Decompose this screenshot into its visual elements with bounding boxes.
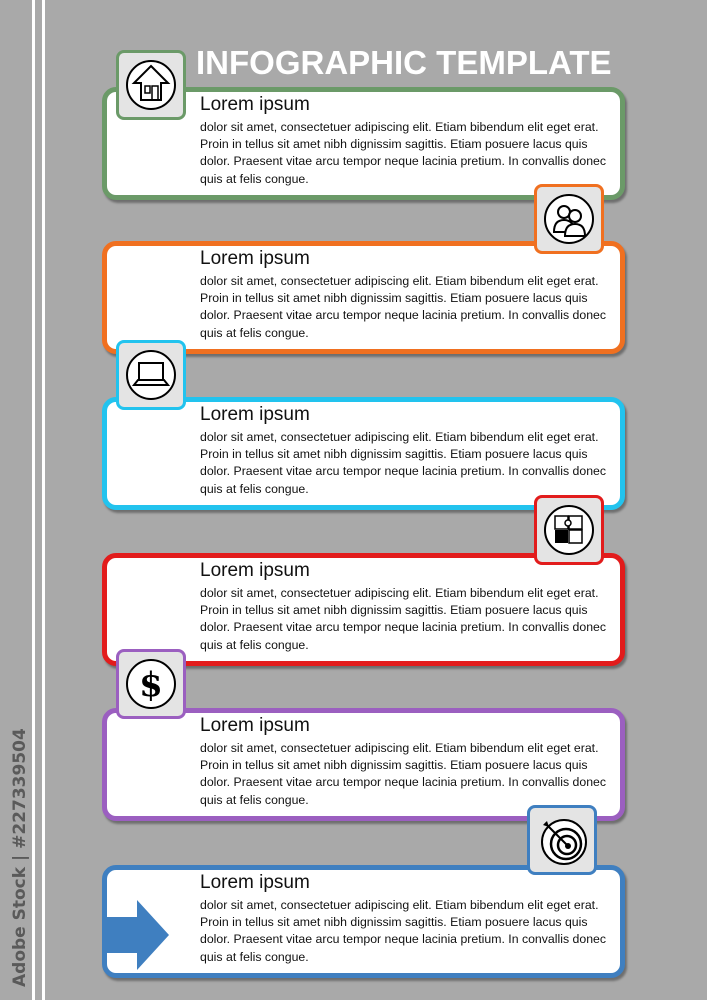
step-card-2 [102, 241, 625, 354]
step-body: dolor sit amet, consectetuer adipiscing elit. Etiam bibendum elit eget erat. Proin in tellus sit amet nibh dignissim sagittis. Etiam posuere lacus quis dolor. Praesent vitae arcu tempor neque lacinia pretium. In convallis donec quis at felis congue. [200, 741, 607, 807]
step-body: dolor sit amet, consectetuer adipiscing elit. Etiam bibendum elit eget erat. Proin in tellus sit amet nibh dignissim sagittis. Etiam posuere lacus quis dolor. Praesent vitae arcu tempor neque lacinia pretium. In convallis donec quis at felis congue. [200, 586, 607, 652]
step-heading: Lorem ipsum [200, 560, 310, 581]
step-body: dolor sit amet, consectetuer adipiscing elit. Etiam bibendum elit eget erat. Proin in tellus sit amet nibh dignissim sagittis. Etiam posuere lacus quis dolor. Praesent vitae arcu tempor neque lacinia pretium. In convallis donec quis at felis congue. [200, 430, 607, 496]
arrow-right-icon [107, 900, 169, 970]
svg-text:$: $ [139, 665, 163, 705]
divider-line [32, 0, 35, 1000]
step-heading: Lorem ipsum [200, 404, 310, 425]
users-icon [534, 184, 604, 254]
laptop-icon [116, 340, 186, 410]
divider-line [42, 0, 45, 1000]
step-heading: Lorem ipsum [200, 715, 310, 736]
step-card-6 [102, 865, 625, 978]
puzzle-icon [534, 495, 604, 565]
target-icon [527, 805, 597, 875]
home-icon [116, 50, 186, 120]
dollar-icon [116, 649, 186, 719]
step-heading: Lorem ipsum [200, 248, 310, 269]
step-body: dolor sit amet, consectetuer adipiscing elit. Etiam bibendum elit eget erat. Proin in tellus sit amet nibh dignissim sagittis. Etiam posuere lacus quis dolor. Praesent vitae arcu tempor neque lacinia pretium. In convallis donec quis at felis congue. [200, 274, 607, 340]
step-body: dolor sit amet, consectetuer adipiscing elit. Etiam bibendum elit eget erat. Proin in tellus sit amet nibh dignissim sagittis. Etiam posuere lacus quis dolor. Praesent vitae arcu tempor neque lacinia pretium. In convallis donec quis at felis congue. [200, 120, 607, 186]
step-heading: Lorem ipsum [200, 94, 310, 115]
watermark: Adobe Stock | #227339504 [10, 728, 30, 987]
step-heading: Lorem ipsum [200, 872, 310, 893]
step-body: dolor sit amet, consectetuer adipiscing elit. Etiam bibendum elit eget erat. Proin in tellus sit amet nibh dignissim sagittis. Etiam posuere lacus quis dolor. Praesent vitae arcu tempor neque lacinia pretium. In convallis donec quis at felis congue. [200, 898, 607, 964]
page-title: INFOGRAPHIC TEMPLATE [196, 44, 612, 81]
step-card-3 [102, 397, 625, 510]
